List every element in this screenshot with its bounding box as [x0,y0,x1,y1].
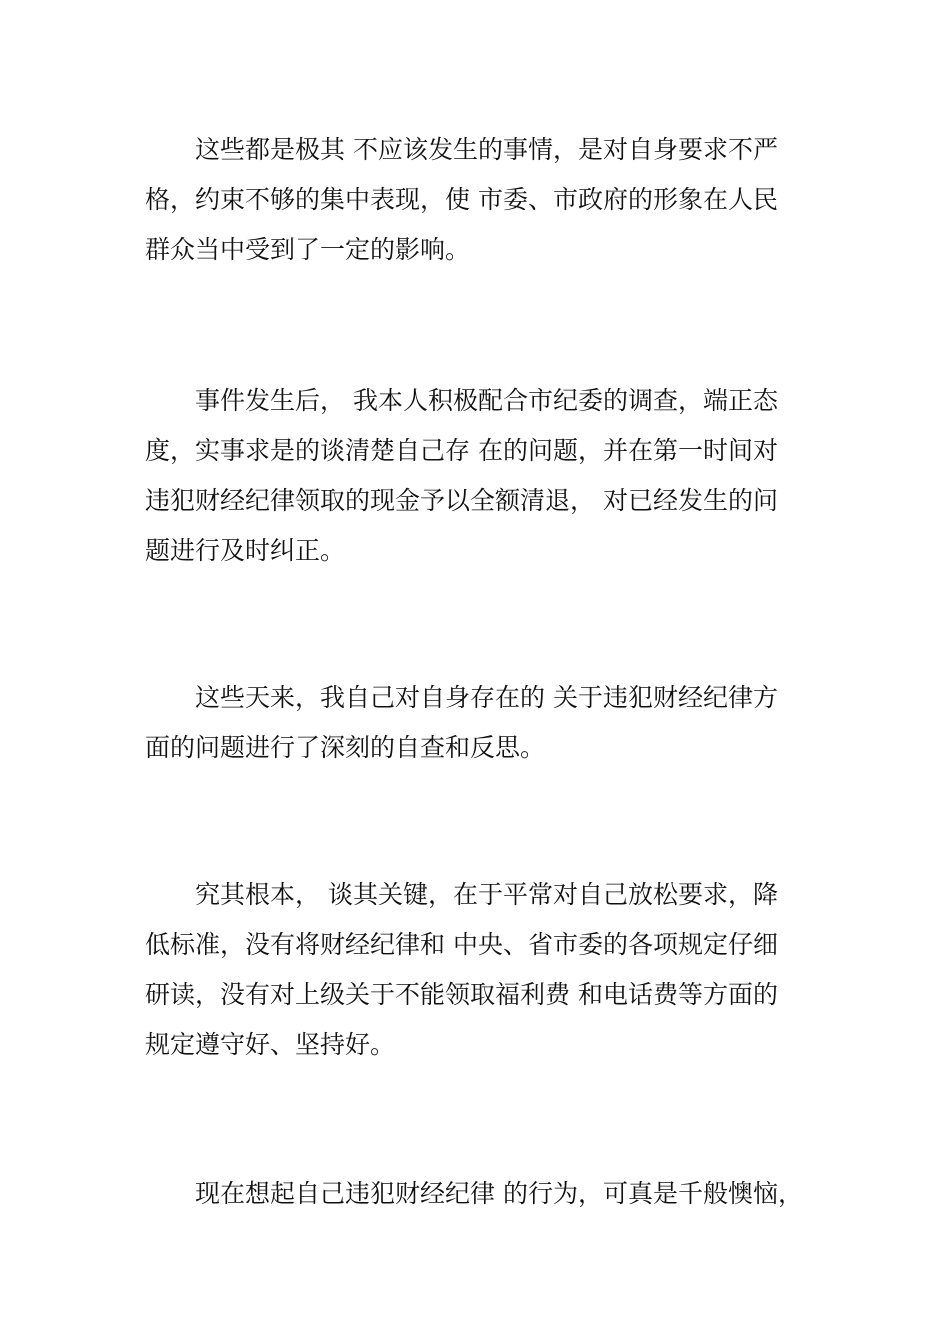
paragraph-4 [145,870,810,1070]
paragraph-line: 究其根本， 谈其关键，在于平常对自己放松要求，降 [195,880,778,909]
paragraph-3 [145,673,810,773]
paragraph-line: 度，实事求是的谈清楚自己存 在的问题，并在第一时间对 [145,436,778,465]
paragraph-line: 低标准，没有将财经纪律和 中央、省市委的各项规定仔细 [145,930,778,959]
paragraph-line: 群众当中受到了一定的影响。 [145,235,471,264]
paragraph-1 [145,125,810,275]
paragraph-line: 这些天来，我自己对自身存在的 关于违犯财经纪律方 [195,683,778,712]
paragraph-5 [145,1169,810,1219]
paragraph-line: 现在想起自己违犯财经纪律 的行为，可真是千般懊恼， [195,1179,803,1208]
paragraph-line: 事件发生后， 我本人积极配合市纪委的调查，端正态 [195,386,778,415]
paragraph-line: 格，约束不够的集中表现，使 市委、市政府的形象在人民 [145,185,778,214]
paragraph-line: 题进行及时纠正。 [145,536,346,565]
paragraph-line: 违犯财经纪律领取的现金予以全额清退， 对已经发生的问 [145,486,778,515]
paragraph-2 [145,376,810,576]
paragraph-line: 规定遵守好、坚持好。 [145,1030,396,1059]
paragraph-line: 研读，没有对上级关于不能领取福利费 和电话费等方面的 [145,980,778,1009]
paragraph-line: 面的问题进行了深刻的自查和反思。 [145,733,546,762]
paragraph-line: 这些都是极其 不应该发生的事情，是对自身要求不严 [195,135,778,164]
